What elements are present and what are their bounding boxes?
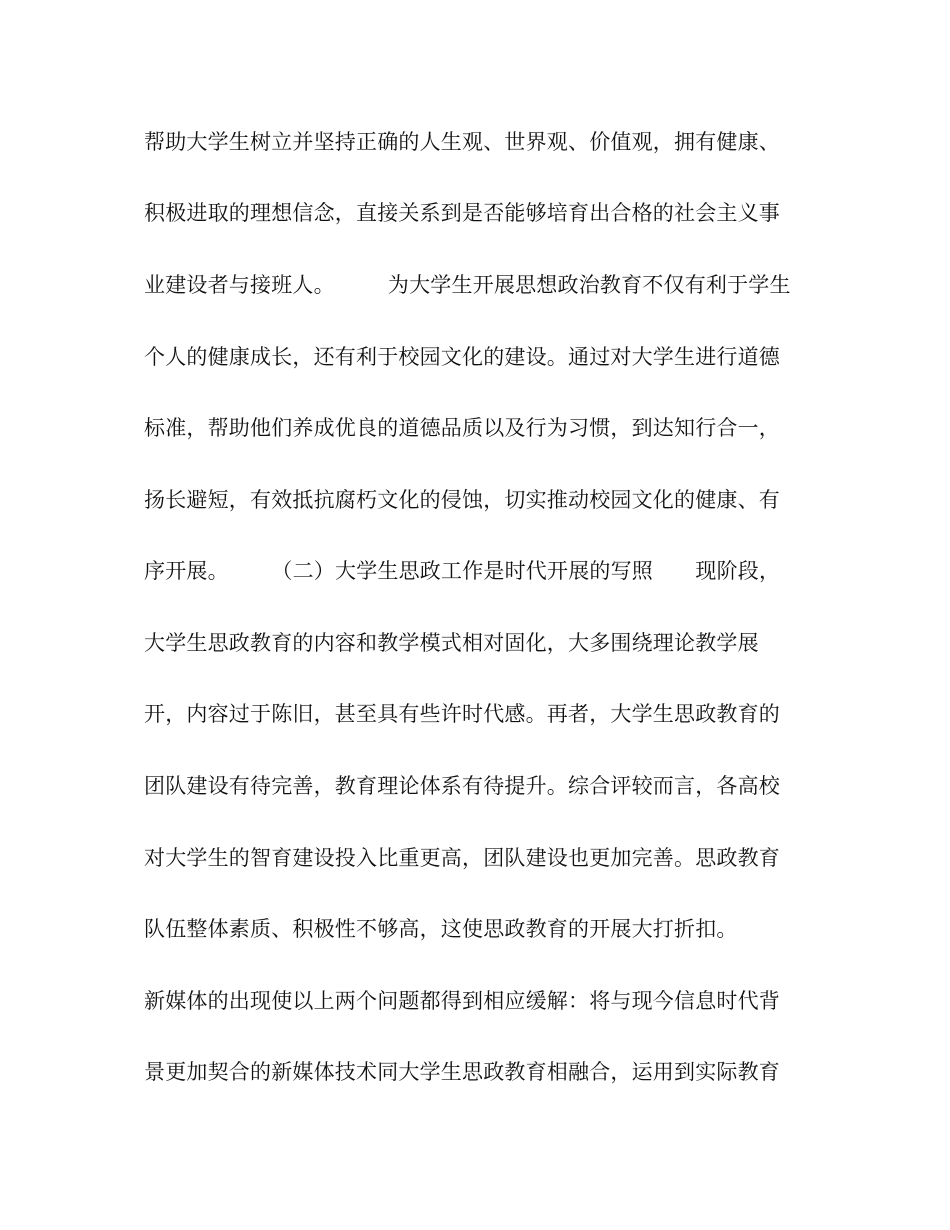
text-line: 景更加契合的新媒体技术同大学生思政教育相融合，运用到实际教育 [144,1060,780,1084]
text-line: 扬长避短，有效抵抗腐朽文化的侵蚀，切实推动校园文化的健康、有 [144,488,780,512]
text-line: 大学生思政教育的内容和教学模式相对固化，大多围绕理论教学展 [144,631,759,655]
text-line: 队伍整体素质、积极性不够高，这使思政教育的开展大打折扣。 [144,917,738,941]
text-line: 个人的健康成长，还有利于校园文化的建设。通过对大学生进行道德 [144,345,780,369]
text-line: 积极进取的理想信念，直接关系到是否能够培育出合格的社会主义事 [144,201,780,225]
text-line: 团队建设有待完善，教育理论体系有待提升。综合评较而言，各高校 [144,774,780,798]
text-line: 开，内容过于陈旧，甚至具有些许时代感。再者，大学生思政教育的 [144,702,780,726]
text-line: 标准，帮助他们养成优良的道德品质以及行为习惯，到达知行合一， [144,416,780,440]
text-line: 新媒体的出现使以上两个问题都得到相应缓解：将与现今信息时代背 [144,989,780,1013]
text-line: 对大学生的智育建设投入比重更高，团队建设也更加完善。思政教育 [144,846,780,870]
text-line: 序开展。 （二）大学生思政工作是时代开展的写照 现阶段， [144,559,781,583]
text-line: 帮助大学生树立并坚持正确的人生观、世界观、价值观，拥有健康、 [144,130,780,154]
text-line: 业建设者与接班人。 为大学生开展思想政治教育不仅有利于学生 [144,273,791,297]
